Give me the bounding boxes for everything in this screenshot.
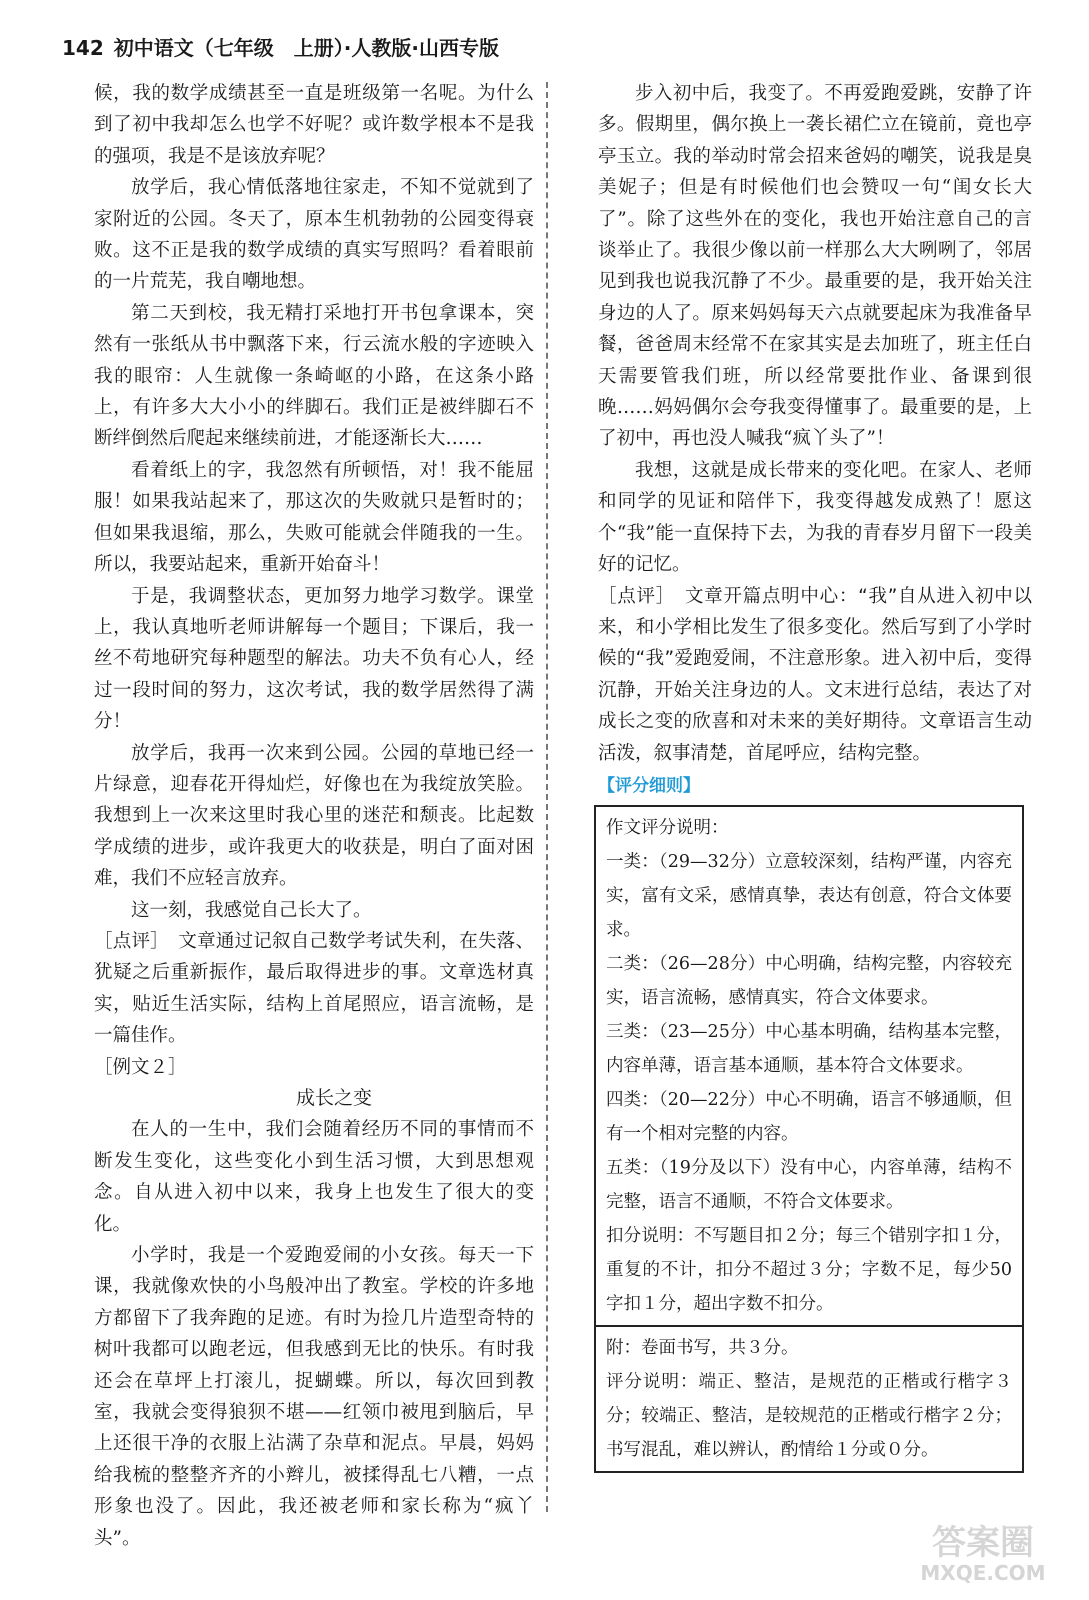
watermark-text: 答案圈: [932, 1523, 1034, 1563]
watermark-url: MXQE.COM: [920, 1561, 1046, 1585]
essay1-paragraph: 这一刻，我感觉自己长大了。: [131, 899, 372, 921]
essay2-paragraph: 我想，这就是成长带来的变化吧。在家人、老师和同学的见证和陪伴下，我变得越发成熟了！愿这个“我”能一直保持下去，为我的青春岁月留下一段美好的记忆。: [598, 459, 1032, 576]
appendix-heading: 附：卷面书写，共３分。: [606, 1337, 799, 1358]
essay1-paragraph: 于是，我调整状态，更加努力地学习数学。课堂上，我认真地听老师讲解每一个题目；下课后，我一丝不苟地研究每种题型的解法。功夫不负有心人，经过一段时间的努力，这次考试，我的数学居然得了满分！: [94, 585, 534, 733]
comment-text: 文章通过记叙自己数学考试失利，在失落、犹疑之后重新振作，最后取得进步的事。文章选材真实，贴近生活实际，结构上首尾照应，语言流畅，是一篇佳作。: [94, 930, 534, 1047]
rubric-item: 一类：（29—32分）立意较深刻，结构严谨，内容充实，富有文采，感情真挚，表达有创意，符合文体要求。: [606, 851, 1012, 940]
rubric-item: 五类：（19分及以下）没有中心，内容单薄，结构不完整，语言不通顺，不符合文体要求。: [606, 1157, 1012, 1212]
page-header: [62, 32, 499, 61]
right-column: [598, 78, 1032, 1473]
rubric-item: 四类：（20—22分）中心不明确，语言不够通顺，但有一个相对完整的内容。: [606, 1089, 1012, 1144]
column-divider: [546, 82, 548, 1512]
rubric-box: [594, 805, 1024, 1473]
essay2-paragraph: 在人的一生中，我们会随着经历不同的事情而不断发生变化，这些变化小到生活习惯，大到思想观念。自从进入初中以来，我身上也发生了很大的变化。: [94, 1119, 534, 1235]
left-column: [94, 78, 534, 1554]
essay2-paragraph: 小学时，我是一个爱跑爱闹的小女孩。每天一下课，我就像欢快的小鸟般冲出了教室。学校的许多地方都留下了我奔跑的足迹。有时为捡几片造型奇特的树叶我都可以跑老远，但我感到无比的快乐。有时我还会在草坪上打滚儿，捉蝴蝶。所以，每次回到教室，我就会变得狼狈不堪——红领巾被甩到脑后，早上还很干净的衣服上沾满了杂草和泥点。早晨，妈妈给我梳的整整齐齐的小辫儿，被揉得乱七八糟，一点形象也没了。因此，我还被老师和家长称为“疯丫头”。: [94, 1245, 534, 1549]
appendix-text: 评分说明：端正、整洁，是规范的正楷或行楷字３分；较端正、整洁，是较规范的正楷或行楷字２分；书写混乱，难以辨认，酌情给１分或０分。: [606, 1371, 1012, 1460]
rubric-item: 三类：（23—25分）中心基本明确，结构基本完整，内容单薄，语言基本通顺，基本符合文体要求。: [606, 1021, 1012, 1076]
rubric-appendix: [596, 1325, 1022, 1471]
watermark-logo: [903, 1516, 1063, 1586]
rubric-tag: 【评分细则】: [598, 775, 700, 796]
essay1-paragraph: 看着纸上的字，我忽然有所顿悟，对！我不能屈服！如果我站起来了，那这次的失败就只是暂时的；但如果我退缩，那么，失败可能就会伴随我的一生。所以，我要站起来，重新开始奋斗！: [94, 459, 534, 576]
comment-tag: ［点评］: [598, 585, 666, 607]
essay-title: 成长之变: [295, 1087, 372, 1109]
comment-text: 文章开篇点明中心：“我”自从进入初中以来，和小学相比发生了很多变化。然后写到了小学时候的“我”爱跑爱闹，不注意形象。进入初中后，变得沉静，开始关注身边的人。文末进行总结，表达了对成长之变的欣喜和对未来的美好期待。文章语言生动活泼，叙事清楚，首尾呼应，结构完整。: [598, 585, 1032, 764]
essay1-paragraph: 放学后，我再一次来到公园。公园的草地已经一片绿意，迎春花开得灿烂，好像也在为我绽放笑脸。我想到上一次来这里时我心里的迷茫和颓丧。比起数学成绩的进步，或许我更大的收获是，明白了面对困难，我们不应轻言放弃。: [94, 742, 534, 890]
comment-block: [94, 926, 534, 1052]
rubric-item: 扣分说明：不写题目扣２分；每三个错别字扣１分，重复的不计，扣分不超过３分；字数不足，每少50字扣１分，超出字数不扣分。: [606, 1225, 1012, 1314]
rubric-heading: 作文评分说明：: [606, 817, 729, 838]
comment-block: [598, 581, 1032, 769]
essay1-paragraph: 候，我的数学成绩甚至一直是班级第一名呢。为什么到了初中我却怎么也学不好呢？或许数学根本不是我的强项，我是不是该放弃呢？: [94, 83, 534, 167]
book-title: 初中语文（七年级 上册）·人教版·山西专版: [113, 36, 499, 60]
rubric-item: 二类：（26—28分）中心明确，结构完整，内容较充实，语言流畅，感情真实，符合文体要求。: [606, 953, 1012, 1008]
rubric-main: [596, 807, 1022, 1325]
essay1-paragraph: 放学后，我心情低落地往家走，不知不觉就到了家附近的公园。冬天了，原本生机勃勃的公园变得衰败。这不正是我的数学成绩的真实写照吗？看着眼前的一片荒芜，我自嘲地想。: [94, 177, 534, 293]
comment-tag: ［点评］: [94, 930, 160, 952]
page-number: 142: [62, 36, 104, 60]
essay1-paragraph: 第二天到校，我无精打采地打开书包拿课本，突然有一张纸从书中飘落下来，行云流水般的字迹映入我的眼帘：人生就像一条崎岖的小路，在这条小路上，有许多大大小小的绊脚石。我们正是被绊脚石不断绊倒然后爬起来继续前进，才能逐渐长大……: [94, 302, 534, 450]
example-label: ［例文２］: [94, 1056, 187, 1078]
essay2-paragraph: 步入初中后，我变了。不再爱跑爱跳，安静了许多。假期里，偶尔换上一袭长裙伫立在镜前，竟也亭亭玉立。我的举动时常会招来爸妈的嘲笑，说我是臭美妮子；但是有时候他们也会赞叹一句“闺女长大了”。除了这些外在的变化，我也开始注意自己的言谈举止了。我很少像以前一样那么大大咧咧了，邻居见到我也说我沉静了不少。最重要的是，我开始关注身边的人了。原来妈妈每天六点就要起床为我准备早餐，爸爸周末经常不在家其实是去加班了，班主任白天需要管我们班，所以经常要批作业、备课到很晚……妈妈偶尔会夸我变得懂事了。最重要的是，上了初中，再也没人喊我“疯丫头了”！: [598, 83, 1032, 450]
